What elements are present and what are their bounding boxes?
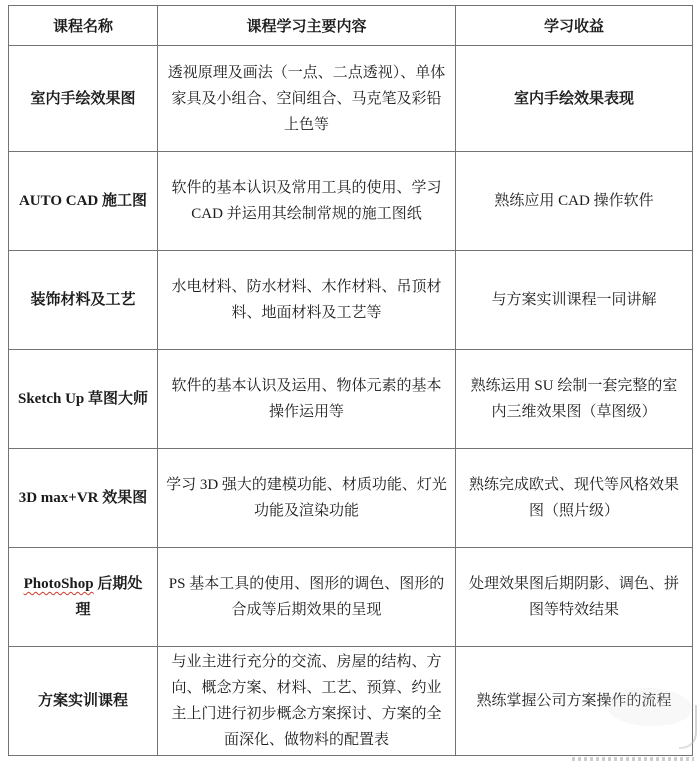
course-content-cell: PS 基本工具的使用、图形的调色、图形的合成等后期效果的呈现 <box>158 548 456 647</box>
header-learning-benefit: 学习收益 <box>456 6 693 46</box>
table-row <box>9 449 693 548</box>
learning-benefit-cell: 室内手绘效果表现 <box>456 46 693 152</box>
table-row <box>9 647 693 756</box>
table-row <box>9 152 693 251</box>
course-content-cell: 学习 3D 强大的建模功能、材质功能、灯光功能及渲染功能 <box>158 449 456 548</box>
learning-benefit-cell: 熟练应用 CAD 操作软件 <box>456 152 693 251</box>
course-content-cell: 透视原理及画法（一点、二点透视）、单体家具及小组合、空间组合、马克笔及彩铅上色等 <box>158 46 456 152</box>
table-row <box>9 46 693 152</box>
header-course-name: 课程名称 <box>9 6 158 46</box>
table-row <box>9 251 693 350</box>
course-name-cell: 室内手绘效果图 <box>9 46 158 152</box>
course-name-cell: 方案实训课程 <box>9 647 158 756</box>
course-name-cell: Sketch Up 草图大师 <box>9 350 158 449</box>
course-name-latin: PhotoShop <box>23 576 94 592</box>
learning-benefit-cell: 熟练运用 SU 绘制一套完整的室内三维效果图（草图级） <box>456 350 693 449</box>
course-name-cell <box>9 548 158 647</box>
course-name-cell: 3D max+VR 效果图 <box>9 449 158 548</box>
table-row <box>9 548 693 647</box>
table-row <box>9 350 693 449</box>
course-content-cell: 软件的基本认识及运用、物体元素的基本操作运用等 <box>158 350 456 449</box>
course-table <box>8 5 693 756</box>
header-row <box>9 6 693 46</box>
course-name-cell: AUTO CAD 施工图 <box>9 152 158 251</box>
course-content-cell: 软件的基本认识及常用工具的使用、学习 CAD 并运用其绘制常规的施工图纸 <box>158 152 456 251</box>
learning-benefit-cell: 熟练掌握公司方案操作的流程 <box>456 647 693 756</box>
course-content-cell: 与业主进行充分的交流、房屋的结构、方向、概念方案、材料、工艺、预算、约业主上门进行初步概念方案探讨、方案的全面深化、做物料的配置表 <box>158 647 456 756</box>
watermark-artifact <box>572 757 694 761</box>
learning-benefit-cell: 熟练完成欧式、现代等风格效果图（照片级） <box>456 449 693 548</box>
header-course-content: 课程学习主要内容 <box>158 6 456 46</box>
course-name-cjk: 后期处理 <box>75 576 143 618</box>
watermark-artifact <box>679 705 697 749</box>
learning-benefit-cell: 处理效果图后期阴影、调色、拼图等特效结果 <box>456 548 693 647</box>
learning-benefit-cell: 与方案实训课程一同讲解 <box>456 251 693 350</box>
course-content-cell: 水电材料、防水材料、木作材料、吊顶材料、地面材料及工艺等 <box>158 251 456 350</box>
course-name-cell: 装饰材料及工艺 <box>9 251 158 350</box>
